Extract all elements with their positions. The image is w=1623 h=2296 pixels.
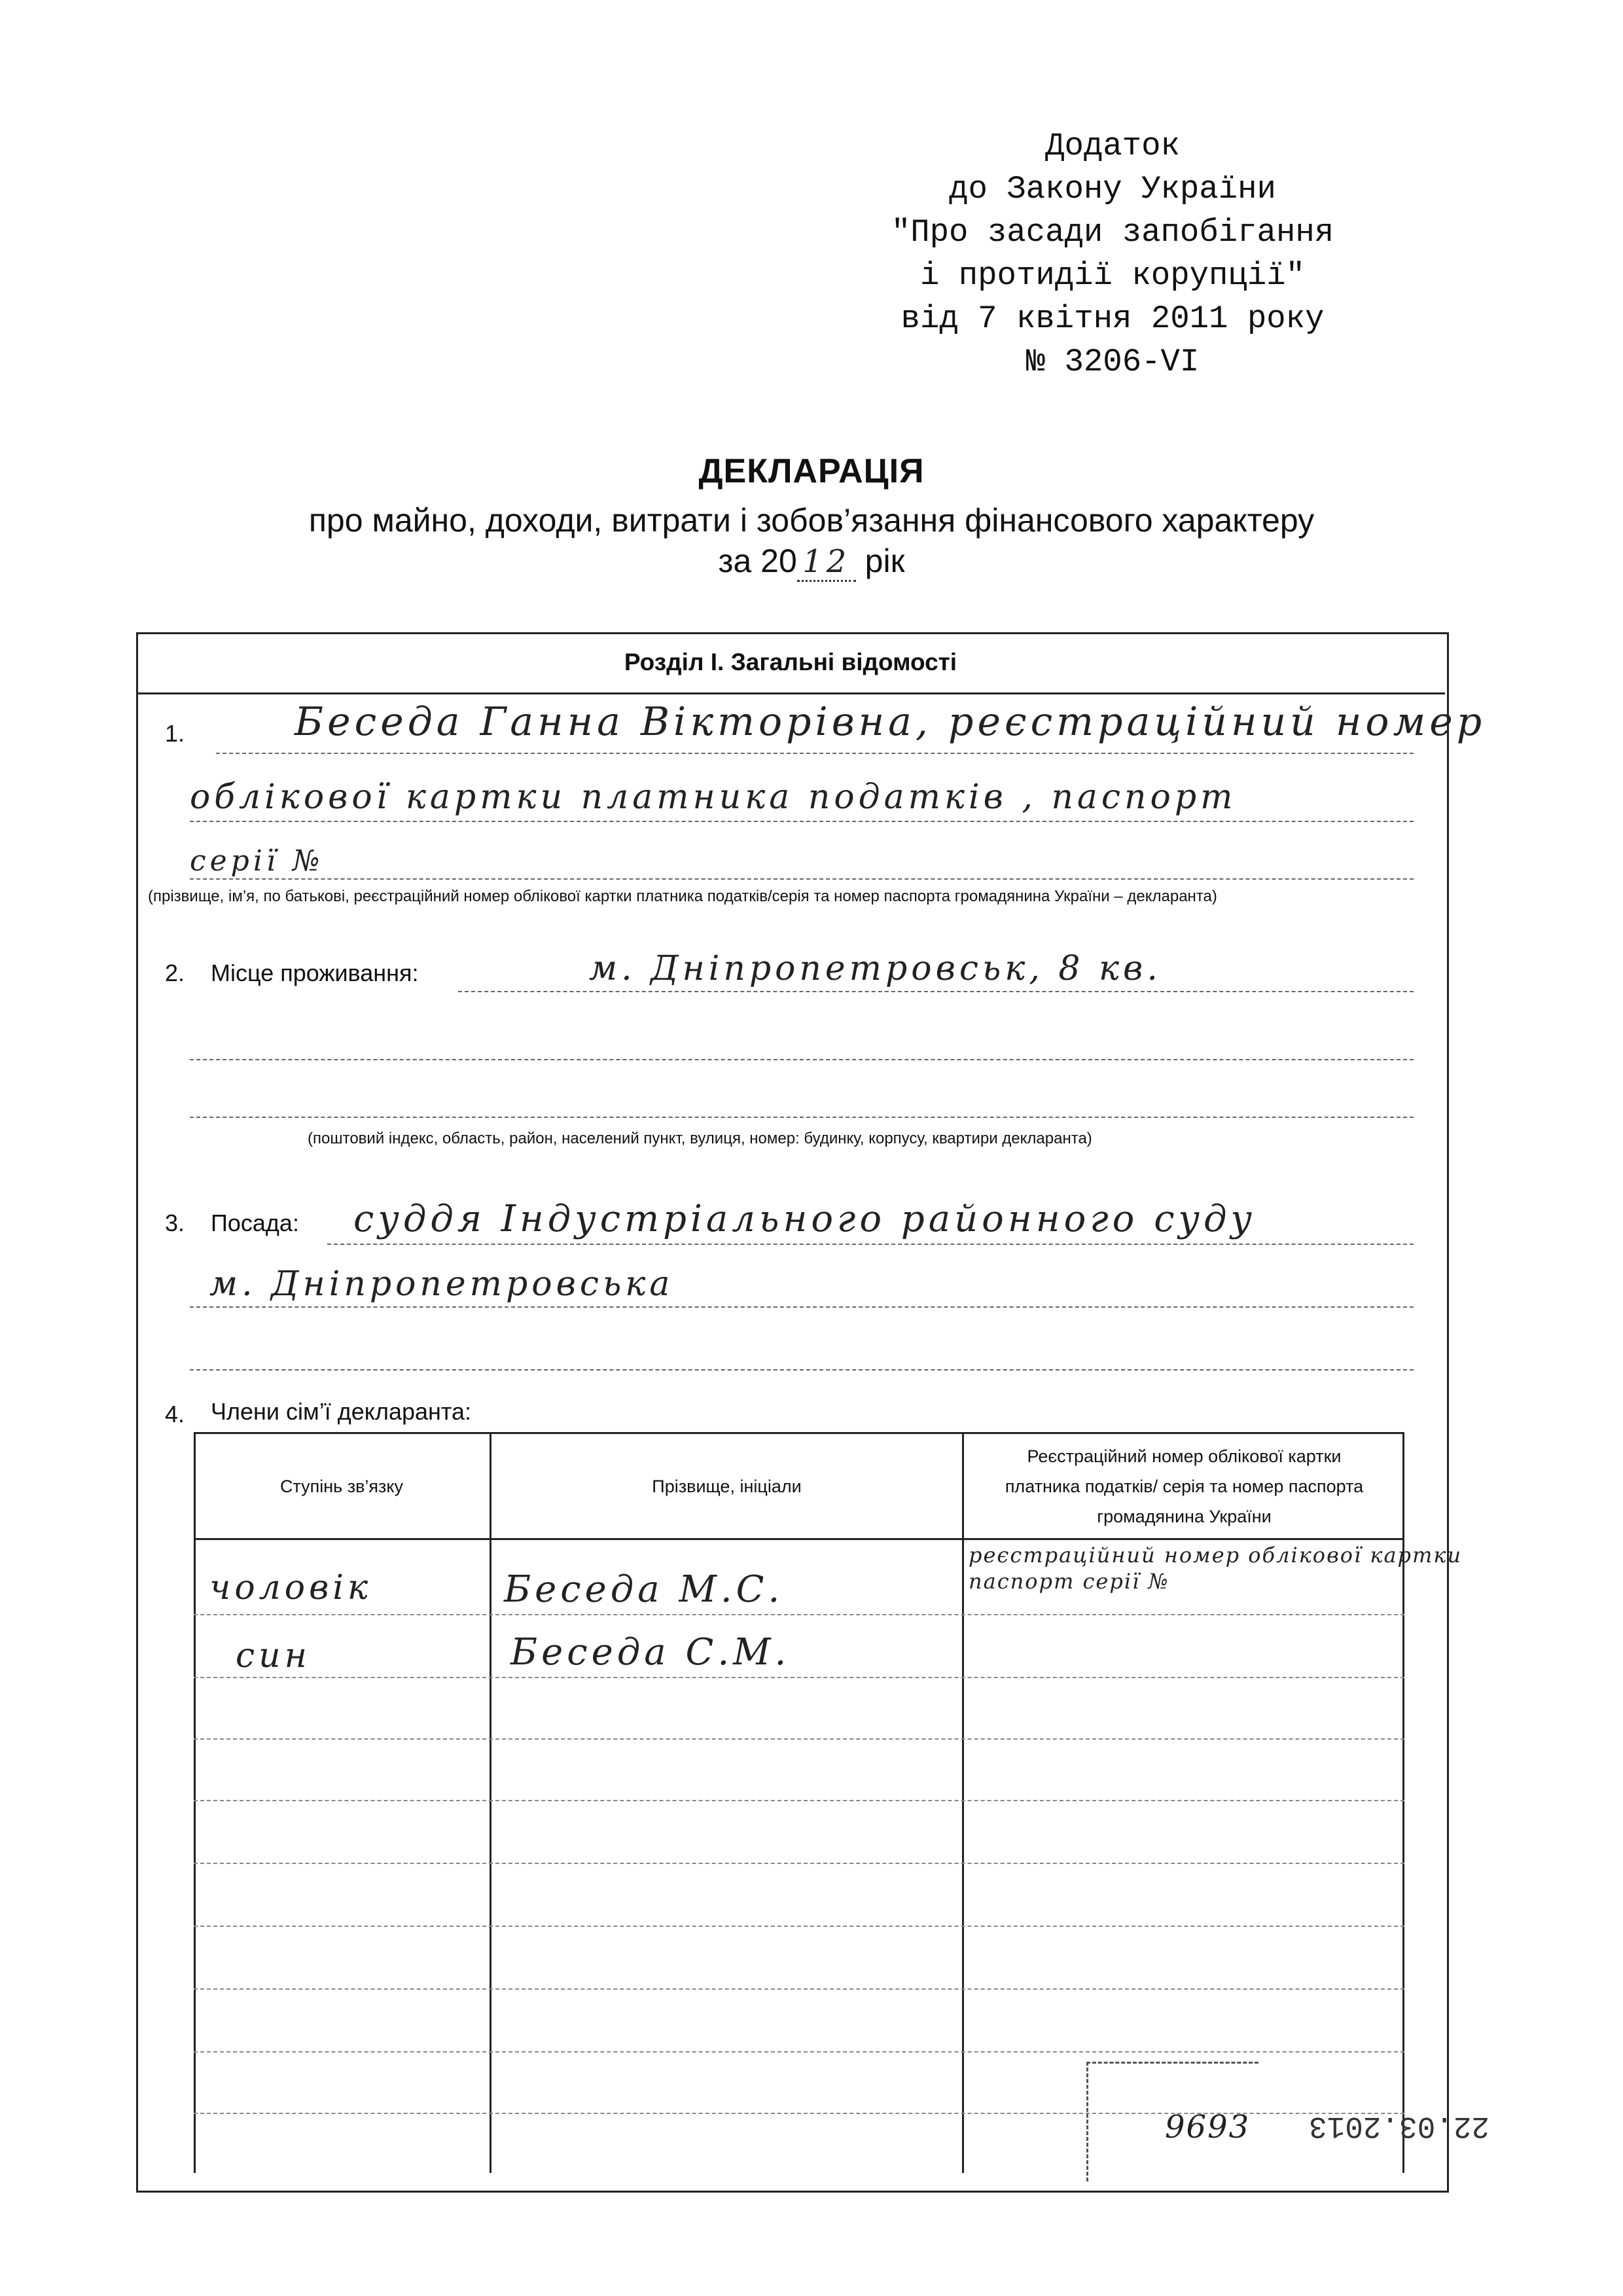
table-row-2-name: Беседа С.М. (510, 1631, 791, 1674)
annex-line-1: Додаток (1045, 128, 1180, 164)
table-row-1-relation: чоловік (209, 1568, 372, 1607)
table-row-line-8 (194, 2051, 1404, 2053)
annex-header (818, 124, 1407, 384)
stamp-date: 22.03.2013 (1309, 2109, 1490, 2143)
item-1-rule-2 (190, 821, 1414, 822)
table-column-separator-1 (490, 1432, 491, 2173)
table-row-1-id (969, 1542, 1462, 1594)
annex-line-2: до Закону України (949, 171, 1276, 207)
item-1-handwritten-line-1: Беседа Ганна Вікторівна, реєстраційний номер (294, 699, 1486, 745)
table-header-name: Прізвище, ініціали (652, 1476, 802, 1496)
table-row-2-relation: син (236, 1636, 311, 1676)
table-header-relation: Ступінь зв’язку (279, 1476, 404, 1496)
declaration-title: ДЕКЛАРАЦІЯ (698, 452, 925, 490)
item-4-number: 4. (165, 1401, 185, 1427)
section-1-heading: Розділ І. Загальні відомості (136, 632, 1445, 694)
item-3-rule-3 (190, 1369, 1414, 1371)
item-3-rule-1 (327, 1244, 1414, 1245)
year-suffix: рік (865, 543, 905, 579)
item-2-caption: (поштовий індекс, область, район, населений пункт, вулиця, номер: будинку, корпусу, квартири декларанта) (308, 1130, 1092, 1147)
item-1-handwritten-line-2: облікової картки платника податків , паспорт (190, 778, 1237, 817)
item-1-rule-3 (190, 878, 1414, 880)
table-row-line-1 (194, 1614, 1404, 1615)
item-3-handwritten-line-2: м. Дніпропетровська (209, 1265, 674, 1304)
table-row-1-name: Беседа М.С. (504, 1568, 784, 1611)
item-2-rule-3 (190, 1117, 1414, 1118)
annex-line-3: "Про засади запобігання (891, 214, 1334, 251)
table-row-1-id-line-1: реєстраційний номер облікової картки (969, 1543, 1463, 1568)
declaration-year-line (0, 542, 1623, 582)
table-row-line-6 (194, 1926, 1404, 1927)
table-row-line-4 (194, 1800, 1404, 1801)
item-1-number: 1. (165, 720, 185, 747)
item-3-rule-2 (190, 1306, 1414, 1308)
table-header-id: Реєстраційний номер облікової картки платника податків/ серія та номер паспорта громадянина України (1005, 1446, 1364, 1526)
item-2-label: Місце проживання: (211, 960, 419, 986)
item-2-rule-2 (190, 1059, 1414, 1060)
item-4-label: Члени сім’ї декларанта: (211, 1398, 472, 1425)
annex-line-5: від 7 квітня 2011 року (901, 300, 1325, 337)
table-row-line-5 (194, 1863, 1404, 1864)
item-2-rule-1 (458, 991, 1414, 992)
table-header-bottom-border (194, 1538, 1404, 1540)
item-3-handwritten-line-1: суддя Індустріального районного суду (353, 1198, 1257, 1240)
declaration-subtitle: про майно, доходи, витрати і зобов’язання фінансового характеру (308, 502, 1315, 539)
item-2-handwritten: м. Дніпропетровськ, 8 кв. (589, 949, 1162, 988)
table-column-separator-2 (962, 1432, 964, 2173)
year-prefix: за 20 (718, 543, 797, 579)
item-2-number: 2. (165, 960, 185, 986)
item-1-rule-1 (216, 753, 1414, 754)
table-row-line-7 (194, 1988, 1404, 1990)
item-1-caption: (прізвище, ім’я, по батькові, реєстраційний номер облікової картки платника податків/серія та номер паспорта громадянина України – декларанта) (148, 888, 1217, 905)
year-handwritten: 12 (797, 543, 856, 582)
item-3-label: Посада: (211, 1210, 299, 1236)
item-3-number: 3. (165, 1210, 185, 1236)
annex-line-4: і протидії корупції" (919, 257, 1306, 294)
table-row-line-3 (194, 1738, 1404, 1740)
table-row-line-2 (194, 1677, 1404, 1678)
item-1-handwritten-line-3: серії № (190, 844, 324, 878)
annex-line-6: № 3206-VI (1026, 344, 1200, 380)
table-row-1-id-line-2: паспорт серії № (969, 1569, 1169, 1594)
stamp-number: 9693 (1165, 2109, 1251, 2145)
